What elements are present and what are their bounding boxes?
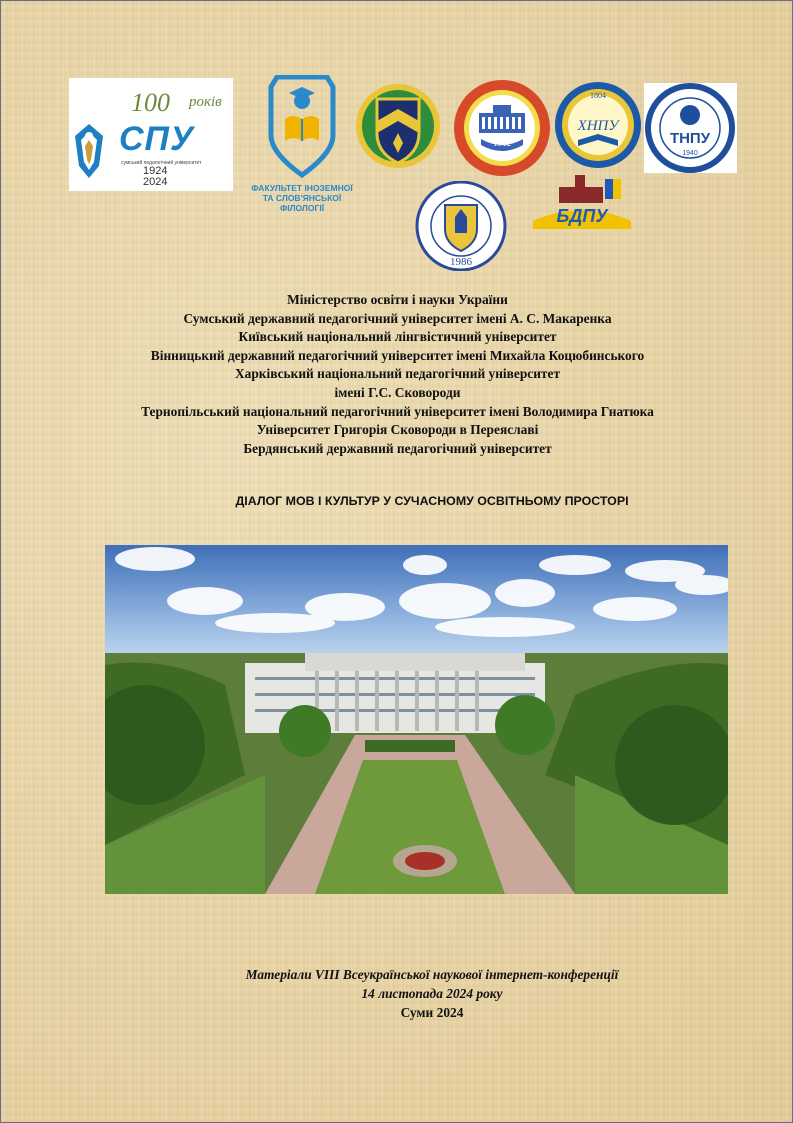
institution-line: Тернопільський національний педагогічний університет імені Володимира Гнатюка: [141, 403, 654, 419]
publication-info: [1, 965, 793, 1022]
tnpu-seal-icon: [644, 83, 737, 173]
hnpu-seal-icon: [554, 80, 642, 170]
graduate-book-icon: [237, 75, 367, 179]
tnpu-logo: [644, 83, 737, 173]
shield-emblem-icon: [355, 81, 441, 171]
spu-anniversary-logo: [69, 78, 233, 191]
tnpu-year: 1940: [682, 150, 698, 157]
institution-line: Університет Григорія Сковороди в Переяславі: [256, 422, 539, 438]
institution-line: Бердянський державний педагогічний університет: [243, 440, 552, 456]
faculty-caption-line: ФАКУЛЬТЕТ ІНОЗЕМНОЇ: [251, 183, 353, 193]
building-seal-icon: [453, 79, 551, 177]
spu-years: [143, 166, 167, 188]
pereiaslav-university-seal: [415, 181, 507, 271]
hnpu-seal: [554, 80, 642, 170]
faculty-caption-line: ТА СЛОВ'ЯНСЬКОЇ: [262, 193, 342, 203]
anniversary-number: 100: [131, 88, 170, 117]
date-line: 14 листопада 2024 року: [361, 986, 503, 1001]
spu-year-end: 2024: [143, 176, 168, 188]
faculty-caption: [237, 183, 367, 213]
campus-illustration: [105, 545, 728, 894]
city-year-line: Суми 2024: [400, 1005, 464, 1020]
faculty-logo: [237, 75, 367, 213]
conference-title: ДІАЛОГ МОВ І КУЛЬТУР У СУЧАСНОМУ ОСВІТНЬОМУ ПРОСТОРІ: [235, 494, 629, 508]
knlu-emblem: [355, 81, 441, 171]
vinnytsia-year: 1912: [493, 138, 511, 148]
pereiaslav-seal-icon: [415, 181, 507, 271]
campus-aerial-photo: [105, 545, 728, 894]
institution-line: Сумський державний педагогічний університет імені А. С. Макаренка: [183, 310, 612, 326]
spu-abbreviation: СПУ: [119, 120, 195, 158]
institution-line: Харківський національний педагогічний університет: [234, 366, 561, 382]
anniversary-suffix: років: [189, 94, 222, 110]
institution-line: імені Г.С. Сковороди: [334, 384, 461, 400]
hnpu-year: 1804: [590, 91, 606, 100]
institution-line: Міністерство освіти і науки України: [287, 292, 508, 307]
spu-subtitle: сумський педагогічний університет: [121, 160, 202, 166]
institution-line: Київський національний лінгвістичний університет: [238, 329, 557, 345]
bdpu-logo: [531, 173, 633, 233]
materials-line: Матеріали VIII Всеукраїнської наукової інтернет-конференції: [245, 967, 619, 982]
hnpu-mark: ХНПУ: [577, 118, 619, 134]
vinnytsia-university-seal: [453, 79, 551, 177]
tnpu-abbreviation: ТНПУ: [669, 130, 711, 147]
institutions-list: [1, 291, 793, 458]
institution-line: Вінницький державний педагогічний університет імені Михайла Коцюбинського: [150, 347, 645, 363]
bdpu-abbreviation: БДПУ: [556, 206, 608, 226]
pen-nib-icon: [69, 122, 109, 182]
faculty-caption-line: ФІЛОЛОГІЇ: [279, 203, 325, 213]
pereiaslav-year: 1986: [450, 256, 472, 268]
spu-year-start: 1924: [143, 165, 168, 177]
bdpu-building-icon: [531, 173, 633, 233]
